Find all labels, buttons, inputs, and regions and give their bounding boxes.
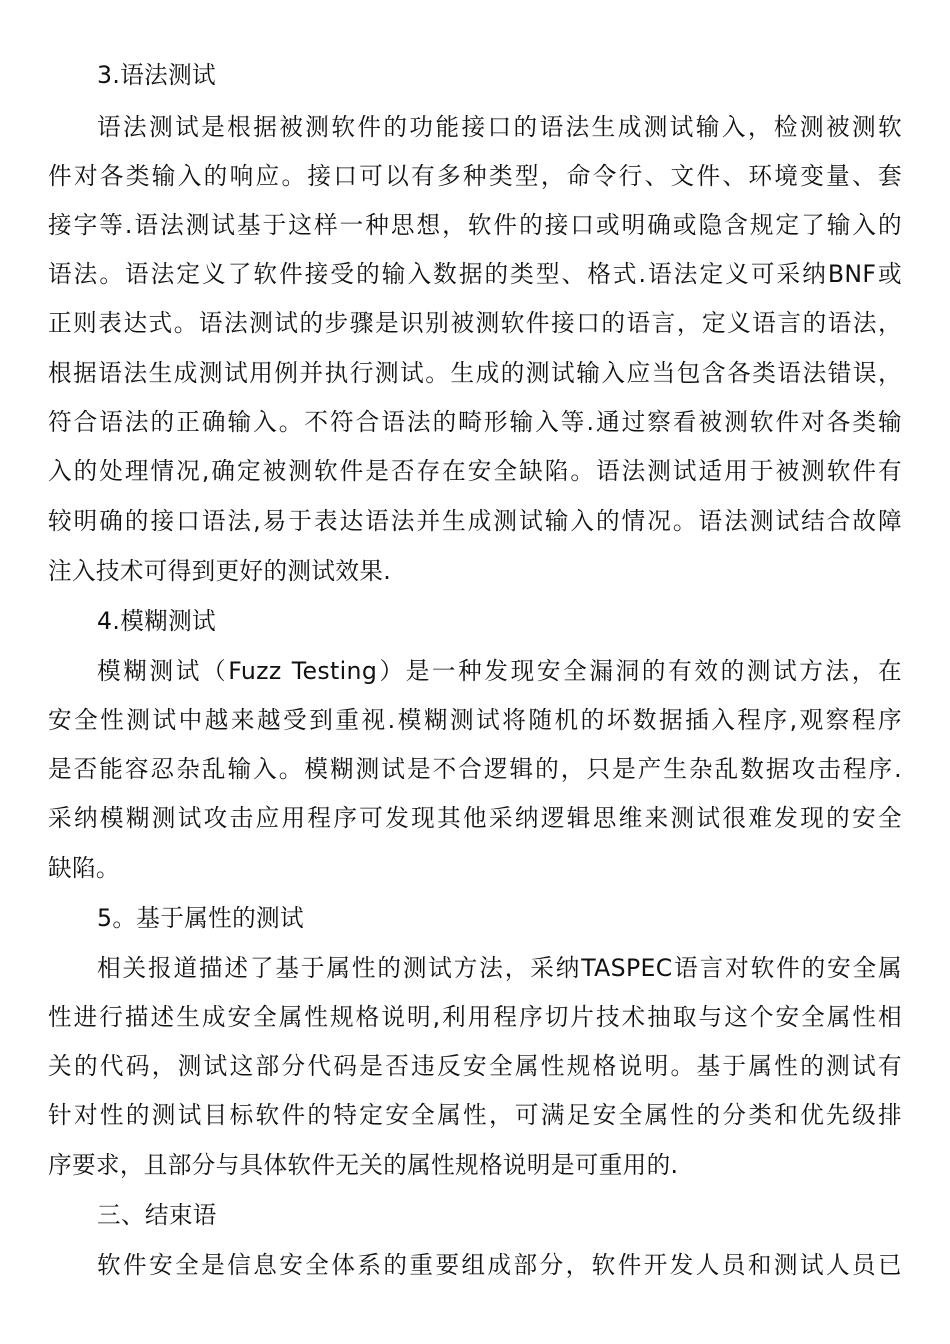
paragraph-line: 语法。语法定义了软件接受的输入数据的类型、格式.语法定义可采纳BNF或 bbox=[48, 260, 902, 288]
paragraph-line: 正则表达式。语法测试的步骤是识别被测软件接口的语言，定义语言的语法， bbox=[48, 309, 902, 337]
paragraph-line: 关的代码，测试这部分代码是否违反安全属性规格说明。基于属性的测试有 bbox=[48, 1052, 902, 1080]
paragraph-line: 件对各类输入的响应。接口可以有多种类型，命令行、文件、环境变量、套 bbox=[48, 162, 902, 190]
paragraph-line: 序要求，且部分与具体软件无关的属性规格说明是可重用的. bbox=[48, 1151, 679, 1179]
paragraph-line: 相关报道描述了基于属性的测试方法，采纳TASPEC语言对软件的安全属 bbox=[97, 954, 902, 982]
paragraph-line: 软件安全是信息安全体系的重要组成部分，软件开发人员和测试人员已 bbox=[97, 1251, 902, 1279]
paragraph-line: 接字等.语法测试基于这样一种思想，软件的接口或明确或隐含规定了输入的 bbox=[48, 211, 902, 239]
paragraph-line: 注入技术可得到更好的测试效果. bbox=[48, 557, 392, 585]
paragraph-line: 性进行描述生成安全属性规格说明,利用程序切片技术抽取与这个安全属性相 bbox=[48, 1003, 902, 1031]
paragraph-line: 根据语法生成测试用例并执行测试。生成的测试输入应当包含各类语法错误， bbox=[48, 359, 902, 387]
paragraph-line: 入的处理情况,确定被测软件是否存在安全缺陷。语法测试适用于被测软件有 bbox=[48, 457, 902, 485]
paragraph-line: 模糊测试（Fuzz Testing）是一种发现安全漏洞的有效的测试方法，在 bbox=[97, 657, 902, 685]
paragraph-line: 语法测试是根据被测软件的功能接口的语法生成测试输入，检测被测软 bbox=[97, 113, 902, 141]
paragraph-line: 符合语法的正确输入。不符合语法的畸形输入等.通过察看被测软件对各类输 bbox=[48, 408, 902, 436]
section-heading: 三、结束语 bbox=[97, 1201, 217, 1229]
section-heading: 3.语法测试 bbox=[97, 61, 216, 89]
paragraph-line: 是否能容忍杂乱输入。模糊测试是不合逻辑的，只是产生杂乱数据攻击程序. bbox=[48, 755, 902, 783]
paragraph-line: 缺陷。 bbox=[48, 854, 120, 882]
paragraph-line: 针对性的测试目标软件的特定安全属性，可满足安全属性的分类和优先级排 bbox=[48, 1101, 902, 1129]
paragraph-line: 采纳模糊测试攻击应用程序可发现其他采纳逻辑思维来测试很难发现的安全 bbox=[48, 804, 902, 832]
paragraph-line: 安全性测试中越来越受到重视.模糊测试将随机的坏数据插入程序,观察程序 bbox=[48, 706, 902, 734]
section-heading: 4.模糊测试 bbox=[97, 607, 216, 635]
paragraph-line: 较明确的接口语法,易于表达语法并生成测试输入的情况。语法测试结合故障 bbox=[48, 507, 902, 535]
section-heading: 5。基于属性的测试 bbox=[97, 904, 304, 932]
